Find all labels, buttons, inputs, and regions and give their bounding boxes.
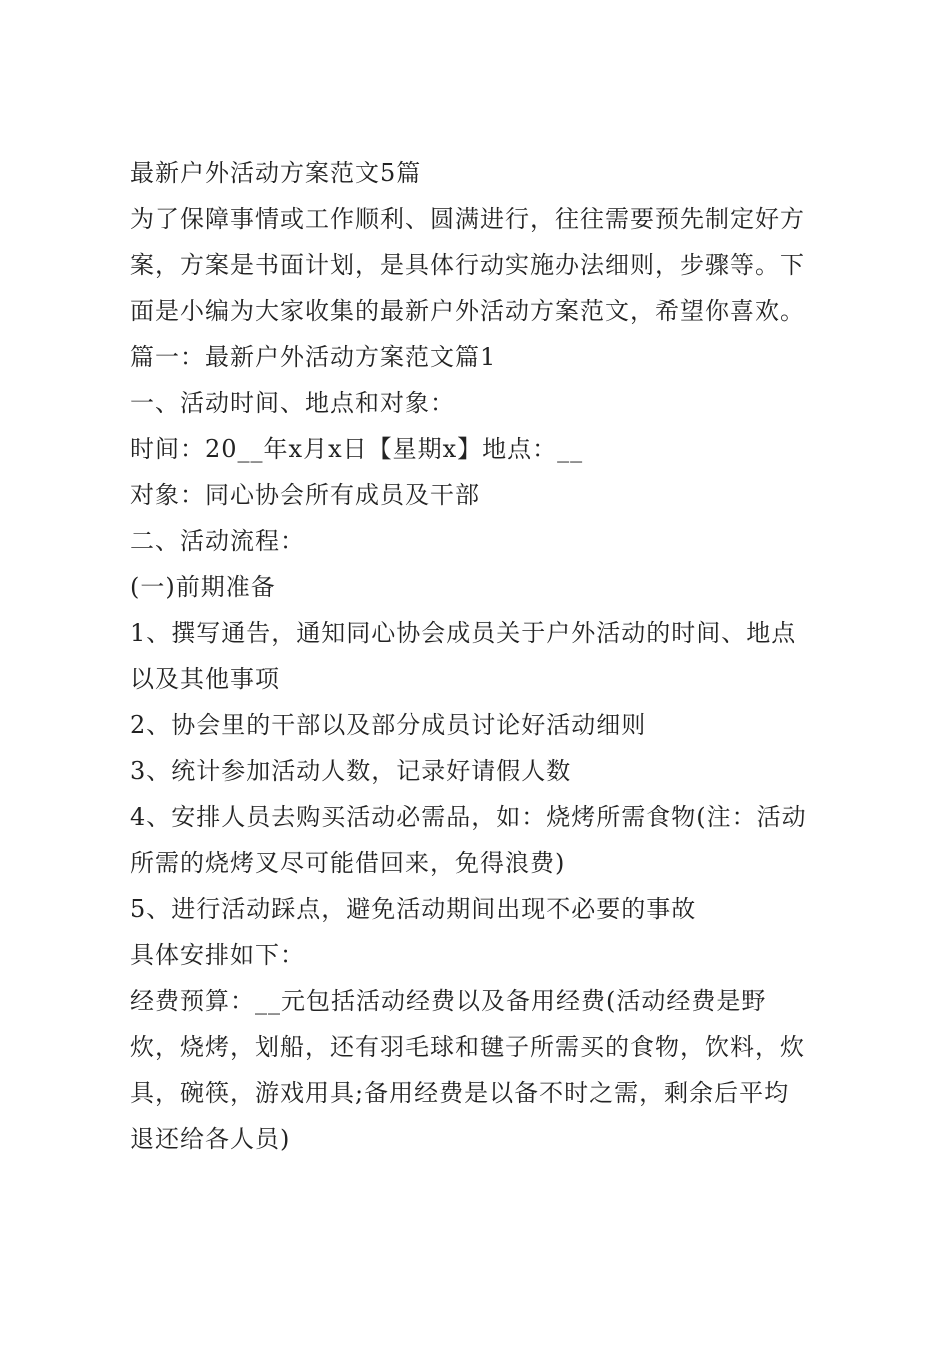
list-item-line: 1、撰写通告，通知同心协会成员关于户外活动的时间、地点 (130, 619, 797, 647)
intro-line: 案，方案是书面计划，是具体行动实施办法细则，步骤等。下 (130, 251, 805, 279)
list-item-2: 2、协会里的干部以及部分成员讨论好活动细则 (130, 711, 647, 739)
list-item-line: 所需的烧烤叉尽可能借回来，免得浪费) (130, 849, 566, 877)
list-item-3: 3、统计参加活动人数，记录好请假人数 (130, 757, 572, 785)
budget-paragraph (130, 978, 830, 1162)
list-item-4 (130, 794, 830, 886)
subsection-heading-preparation: (一)前期准备 (130, 573, 276, 601)
list-item-line: 4、安排人员去购买活动必需品，如：烧烤所需食物(注：活动 (130, 803, 807, 831)
list-item-line: 以及其他事项 (130, 665, 280, 693)
budget-line: 炊，烧烤，划船，还有羽毛球和毽子所需买的食物，饮料，炊 (130, 1033, 805, 1061)
chapter-heading: 篇一：最新户外活动方案范文篇1 (130, 343, 497, 371)
budget-line: 经费预算：__元包括活动经费以及备用经费(活动经费是野 (130, 987, 767, 1015)
document-body (130, 150, 830, 1162)
intro-line: 面是小编为大家收集的最新户外活动方案范文，希望你喜欢。 (130, 297, 805, 325)
arrangement-heading: 具体安排如下： (130, 941, 305, 969)
intro-line: 为了保障事情或工作顺利、圆满进行，往往需要预先制定好方 (130, 205, 805, 233)
list-item-1 (130, 610, 830, 702)
time-place-line: 时间：20__年x月x日【星期x】地点：__ (130, 435, 584, 463)
target-line: 对象：同心协会所有成员及干部 (130, 481, 480, 509)
section-heading-process: 二、活动流程： (130, 527, 305, 555)
budget-line: 退还给各人员) (130, 1125, 291, 1153)
document-title: 最新户外活动方案范文5篇 (130, 159, 422, 187)
section-heading-time-place: 一、活动时间、地点和对象： (130, 389, 455, 417)
intro-paragraph (130, 196, 830, 334)
budget-line: 具，碗筷，游戏用具;备用经费是以备不时之需，剩余后平均 (130, 1079, 790, 1107)
list-item-5: 5、进行活动踩点，避免活动期间出现不必要的事故 (130, 895, 697, 923)
